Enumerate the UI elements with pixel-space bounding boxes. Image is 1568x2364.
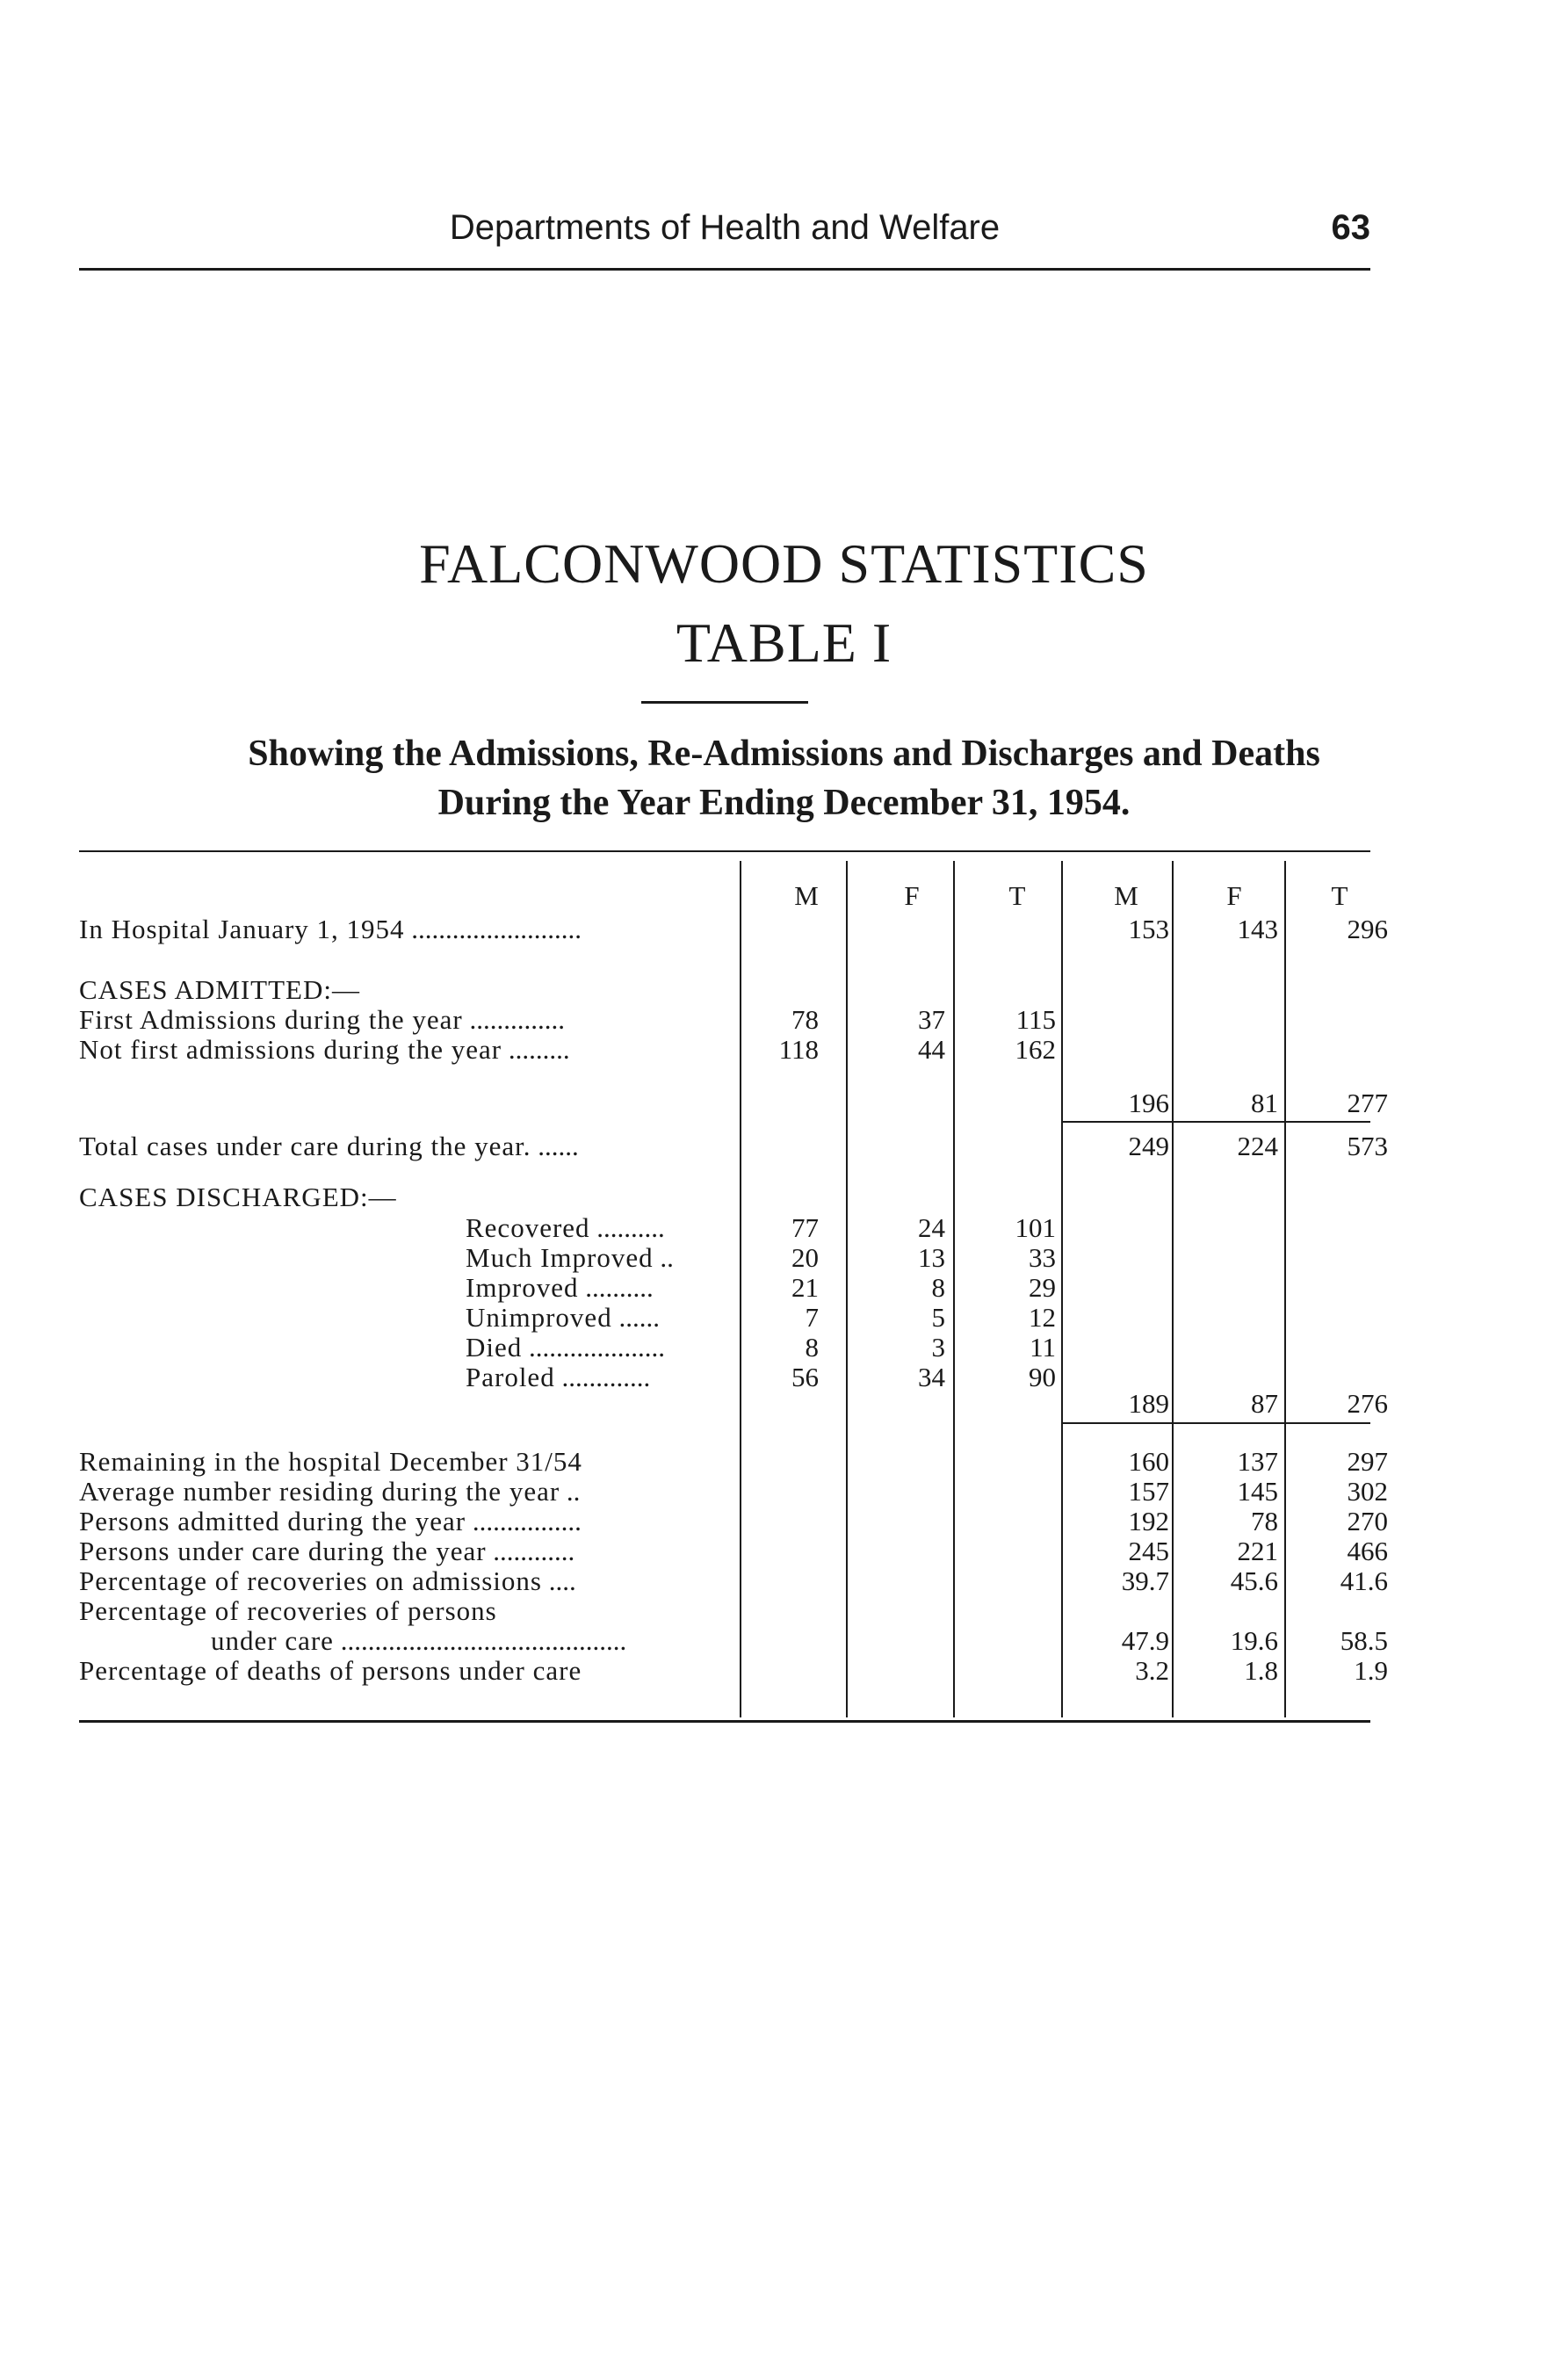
row-label-improved [466,1273,654,1303]
table-cell-discharged-subtotal-m2: 189 [1128,1388,1169,1419]
table-cell-recovered-f1: 24 [918,1212,945,1243]
row-label-text: Percentage of recoveries of persons [79,1595,497,1626]
row-label-much-improved [466,1243,674,1273]
table-cell-persons-admitted-f2: 78 [1251,1506,1278,1536]
admitted-total-rule [1061,1121,1370,1123]
table-cell-paroled-m1: 56 [791,1362,819,1392]
page-number: 63 [1331,208,1370,247]
table-cell-paroled-f1: 34 [918,1362,945,1392]
row-label-text: Persons under care during the year [79,1536,487,1566]
leader-dots: ...... [611,1302,660,1333]
table-cell-persons-under-care-m2: 245 [1128,1536,1169,1566]
table-cell-admitted-subtotal-t2: 277 [1347,1088,1388,1118]
table-cell-pct-recoveries-admissions-t2: 41.6 [1340,1565,1388,1596]
row-label-text: Recovered [466,1212,590,1243]
table-cell-died-f1: 3 [931,1332,945,1363]
row-label-under-care [211,1626,626,1656]
table-cell-under-care-m2: 47.9 [1121,1625,1169,1656]
row-label-in-hospital [79,915,582,944]
table-description [0,729,1568,828]
table-cell-under-care-t2: 58.5 [1340,1625,1388,1656]
table-cell-persons-admitted-m2: 192 [1128,1506,1169,1536]
table-cell-persons-under-care-f2: 221 [1237,1536,1278,1566]
table-cell-unimproved-m1: 7 [805,1302,819,1333]
table-cell-in-hospital-f2: 143 [1237,914,1278,944]
description-line-2: During the Year Ending December 31, 1954. [437,783,1131,823]
leader-dots: ............. [554,1362,651,1392]
column-header-f-2: F [1226,880,1242,911]
row-label-cases-admitted [79,975,360,1005]
table-cell-total-under-care-t2: 573 [1347,1131,1388,1161]
table-cell-discharged-subtotal-f2: 87 [1251,1388,1278,1419]
row-label-text: CASES DISCHARGED:— [79,1182,397,1212]
column-header-t-2: T [1331,880,1348,911]
column-header-m-2: M [1114,880,1138,911]
table-cell-unimproved-f1: 5 [931,1302,945,1333]
row-label-text: First Admissions during the year [79,1004,463,1035]
description-line-1: Showing the Admissions, Re-Admissions and Discharges and Deaths [248,734,1320,774]
table-cell-much-improved-f1: 13 [918,1242,945,1273]
table-cell-total-under-care-m2: 249 [1128,1131,1169,1161]
row-label-pct-deaths [79,1656,582,1686]
table-cell-admitted-subtotal-m2: 196 [1128,1088,1169,1118]
row-label-text: Average number residing during the year [79,1476,560,1507]
table-cell-persons-admitted-t2: 270 [1347,1506,1388,1536]
leader-dots: .... [541,1565,576,1596]
row-label-recovered [466,1213,665,1243]
table-cell-admitted-subtotal-f2: 81 [1251,1088,1278,1118]
column-divider-6 [1284,861,1286,1717]
leader-dots: ...... [531,1131,579,1161]
table-cell-unimproved-t1: 12 [1029,1302,1056,1333]
table-cell-recovered-m1: 77 [791,1212,819,1243]
table-cell-not-first-admissions-m1: 118 [778,1034,819,1065]
leader-dots: .......................................... [333,1625,627,1656]
table-cell-remaining-t2: 297 [1347,1446,1388,1477]
row-label-not-first-admissions [79,1035,570,1065]
row-label-text: Improved [466,1272,579,1303]
row-label-unimproved [466,1303,660,1333]
row-label-text: CASES ADMITTED:— [79,974,360,1005]
table-cell-in-hospital-m2: 153 [1128,914,1169,944]
leader-dots: .......... [589,1212,665,1243]
row-label-text: In Hospital January 1, 1954 [79,914,405,944]
leader-dots: .............. [462,1004,565,1035]
table-cell-pct-deaths-t2: 1.9 [1354,1655,1388,1686]
row-label-paroled [466,1363,650,1392]
leader-dots: ................ [466,1506,582,1536]
table-cell-remaining-m2: 160 [1128,1446,1169,1477]
table-cell-under-care-f2: 19.6 [1230,1625,1278,1656]
column-divider-4 [1061,861,1063,1717]
title-rule [641,701,808,704]
table-cell-pct-deaths-m2: 3.2 [1135,1655,1169,1686]
row-label-text: Paroled [466,1362,555,1392]
table-cell-improved-t1: 29 [1029,1272,1056,1303]
row-label-pct-recoveries-persons [79,1596,497,1626]
column-divider-3 [953,861,955,1717]
row-label-text: Persons admitted during the year [79,1506,466,1536]
row-label-text: Unimproved [466,1302,612,1333]
table-cell-pct-recoveries-admissions-f2: 45.6 [1230,1565,1278,1596]
table-cell-in-hospital-t2: 296 [1347,914,1388,944]
table-cell-paroled-t1: 90 [1029,1362,1056,1392]
row-label-text: Percentage of recoveries on admissions [79,1565,542,1596]
running-head: Departments of Health and Welfare [449,208,1001,247]
row-label-remaining [79,1447,582,1477]
table-cell-first-admissions-f1: 37 [918,1004,945,1035]
row-label-cases-discharged [79,1182,397,1212]
table-cell-recovered-t1: 101 [1015,1212,1056,1243]
table-cell-first-admissions-m1: 78 [791,1004,819,1035]
table-top-rule [79,850,1370,852]
table-cell-discharged-subtotal-t2: 276 [1347,1388,1388,1419]
table-cell-improved-f1: 8 [931,1272,945,1303]
leader-dots: ......................... [404,914,582,944]
column-header-m-1: M [794,880,819,911]
table-cell-persons-under-care-t2: 466 [1347,1536,1388,1566]
row-label-text: Percentage of deaths of persons under care [79,1655,582,1686]
leader-dots: ......... [502,1034,570,1065]
table-cell-pct-recoveries-admissions-m2: 39.7 [1121,1565,1169,1596]
column-divider-5 [1172,861,1174,1717]
row-label-persons-under-care [79,1536,574,1566]
table-cell-total-under-care-f2: 224 [1237,1131,1278,1161]
column-header-f-1: F [904,880,920,911]
column-divider-2 [846,861,848,1717]
row-label-text: Much Improved [466,1242,654,1273]
table-cell-much-improved-m1: 20 [791,1242,819,1273]
table-title: TABLE I [676,611,892,674]
table-cell-not-first-admissions-t1: 162 [1015,1034,1056,1065]
leader-dots: ............ [486,1536,575,1566]
column-header-t-1: T [1008,880,1026,911]
row-label-total-under-care [79,1131,579,1161]
table-cell-improved-m1: 21 [791,1272,819,1303]
table-cell-not-first-admissions-f1: 44 [918,1034,945,1065]
row-label-text: Died [466,1332,523,1363]
row-label-text: Not first admissions during the year [79,1034,502,1065]
page-header [79,198,1370,271]
row-label-text: Total cases under care during the year. [79,1131,531,1161]
table-cell-remaining-f2: 137 [1237,1446,1278,1477]
row-label-text: under care [211,1625,334,1656]
table-cell-much-improved-t1: 33 [1029,1242,1056,1273]
table-cell-average-residing-t2: 302 [1347,1476,1388,1507]
table-cell-died-t1: 11 [1030,1332,1056,1363]
table-cell-died-m1: 8 [805,1332,819,1363]
row-label-text: Remaining in the hospital December 31/54 [79,1446,582,1477]
row-label-first-admissions [79,1005,565,1035]
table-bottom-rule [79,1720,1370,1723]
row-label-persons-admitted [79,1507,582,1536]
row-label-pct-recoveries-admissions [79,1566,576,1596]
leader-dots: .. [653,1242,674,1273]
table-cell-average-residing-m2: 157 [1128,1476,1169,1507]
discharged-total-rule [1061,1422,1370,1424]
table-cell-pct-deaths-f2: 1.8 [1244,1655,1278,1686]
document-title: FALCONWOOD STATISTICS [419,532,1149,595]
leader-dots: .................... [522,1332,666,1363]
leader-dots: .. [560,1476,581,1507]
table-cell-average-residing-f2: 145 [1237,1476,1278,1507]
table-cell-first-admissions-t1: 115 [1015,1004,1056,1035]
leader-dots: .......... [578,1272,654,1303]
row-label-average-residing [79,1477,580,1507]
row-label-died [466,1333,665,1363]
